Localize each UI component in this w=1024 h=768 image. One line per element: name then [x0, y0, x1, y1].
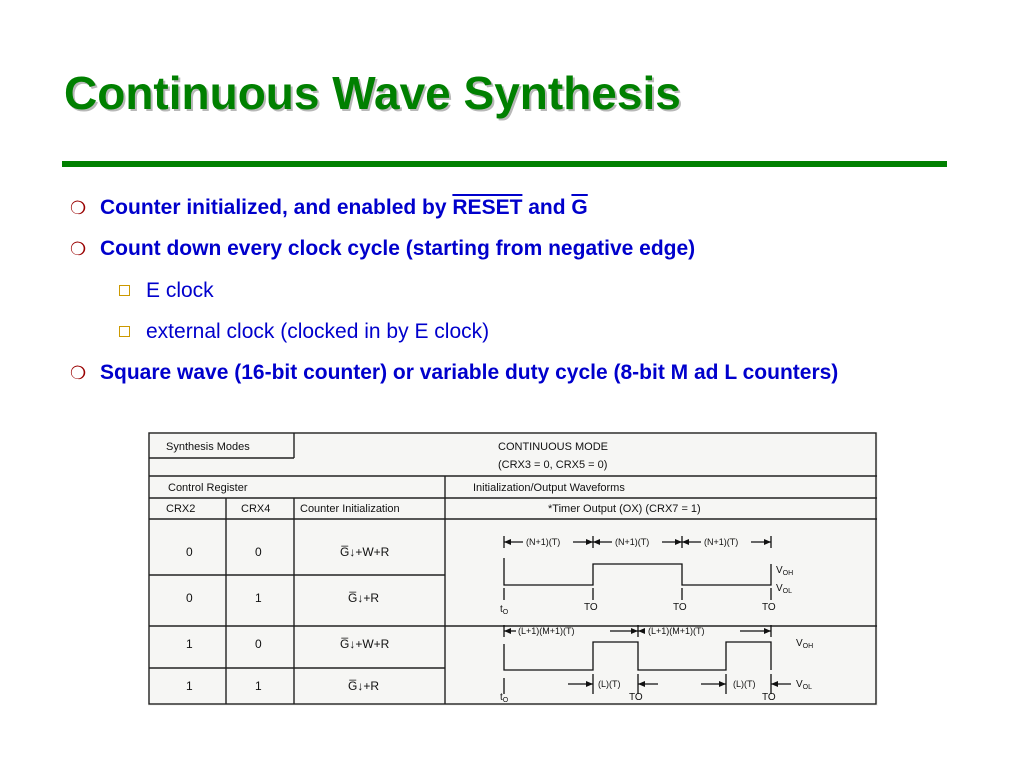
row-3-init: G̅↓+W+R — [340, 637, 390, 651]
subbullet-marker-icon — [119, 326, 130, 337]
init-output-label: Initialization/Output Waveforms — [473, 482, 625, 494]
wave2-to-1: TO — [629, 692, 643, 703]
control-register-label: Control Register — [168, 482, 248, 494]
wave2-vol: V — [796, 679, 803, 690]
row-1-init: G̅↓+W+R — [340, 545, 390, 559]
subbullet-marker-icon — [119, 285, 130, 296]
bullet-2 — [70, 233, 696, 264]
g-signal: $\overline{G}$ — [571, 196, 588, 219]
reset-signal: RESET — [452, 196, 523, 219]
wave1-period-1: (N+1)(T) — [526, 537, 561, 547]
row-1-crx2: 0 — [186, 545, 193, 559]
title-divider — [62, 161, 947, 167]
bullet-1 — [70, 192, 588, 223]
bullet-1-and: and — [522, 196, 572, 219]
row-2-init: G̅↓+R — [348, 591, 380, 605]
row-2-crx2: 0 — [186, 591, 193, 605]
wave2-vol-sub: OL — [802, 684, 813, 691]
wave1-voh: V — [776, 565, 783, 576]
wave2-low-1: (L)(T) — [598, 679, 621, 689]
synthesis-modes-label: Synthesis Modes — [166, 441, 250, 453]
wave2-voh: V — [796, 638, 803, 649]
col-counter-init: Counter Initialization — [300, 503, 400, 515]
col-crx2: CRX2 — [166, 503, 196, 515]
row-1-crx4: 0 — [255, 545, 262, 559]
wave2-high-1: (L+1)(M+1)(T) — [518, 626, 575, 636]
row-4-crx4: 1 — [255, 679, 262, 693]
subbullet-1 — [146, 275, 214, 306]
bullet-marker-icon: ❍ — [70, 363, 87, 383]
wave2-t0-sub: O — [502, 697, 509, 704]
bullet-marker-icon: ❍ — [70, 239, 87, 259]
col-crx4: CRX4 — [241, 503, 271, 515]
wave1-to-3: TO — [762, 602, 776, 613]
synthesis-modes-table — [148, 432, 878, 706]
wave2-low-2: (L)(T) — [733, 679, 756, 689]
col-timer-output: *Timer Output (OX) (CRX7 = 1) — [548, 503, 701, 515]
mode-condition: (CRX3 = 0, CRX5 = 0) — [498, 459, 608, 471]
row-2-crx4: 1 — [255, 591, 262, 605]
wave1-t0-sub: O — [502, 609, 509, 616]
wave1-period-3: (N+1)(T) — [704, 537, 739, 547]
bullet-marker-icon: ❍ — [70, 198, 87, 218]
wave2-t0: t — [500, 692, 503, 703]
mode-title: CONTINUOUS MODE — [498, 441, 608, 453]
subbullet-1-text: E clock — [146, 279, 214, 302]
wave1-vol: V — [776, 583, 783, 594]
wave1-to-1: TO — [584, 602, 598, 613]
wave1-period-2: (N+1)(T) — [615, 537, 650, 547]
row-4-crx2: 1 — [186, 679, 193, 693]
bullet-3-text: Square wave (16-bit counter) or variable duty cycle (8-bit M ad L counters) — [100, 361, 839, 384]
wave1-t0: t — [500, 604, 503, 615]
row-4-init: G̅↓+R — [348, 679, 380, 693]
subbullet-2 — [146, 316, 489, 347]
bullet-3 — [70, 357, 950, 388]
row-3-crx2: 1 — [186, 637, 193, 651]
bullet-1-text: Counter initialized, and enabled by — [100, 196, 453, 219]
wave2-voh-sub: OH — [802, 643, 814, 650]
row-3-crx4: 0 — [255, 637, 262, 651]
wave1-to-2: TO — [673, 602, 687, 613]
wave2-high-2: (L+1)(M+1)(T) — [648, 626, 705, 636]
wave1-voh-sub: OH — [782, 570, 794, 577]
wave2-to-2: TO — [762, 692, 776, 703]
bullet-2-text: Count down every clock cycle (starting from negative edge) — [100, 237, 696, 260]
wave1-vol-sub: OL — [782, 588, 793, 595]
subbullet-2-text: external clock (clocked in by E clock) — [146, 320, 490, 343]
slide-title: Continuous Wave Synthesis — [64, 67, 681, 119]
